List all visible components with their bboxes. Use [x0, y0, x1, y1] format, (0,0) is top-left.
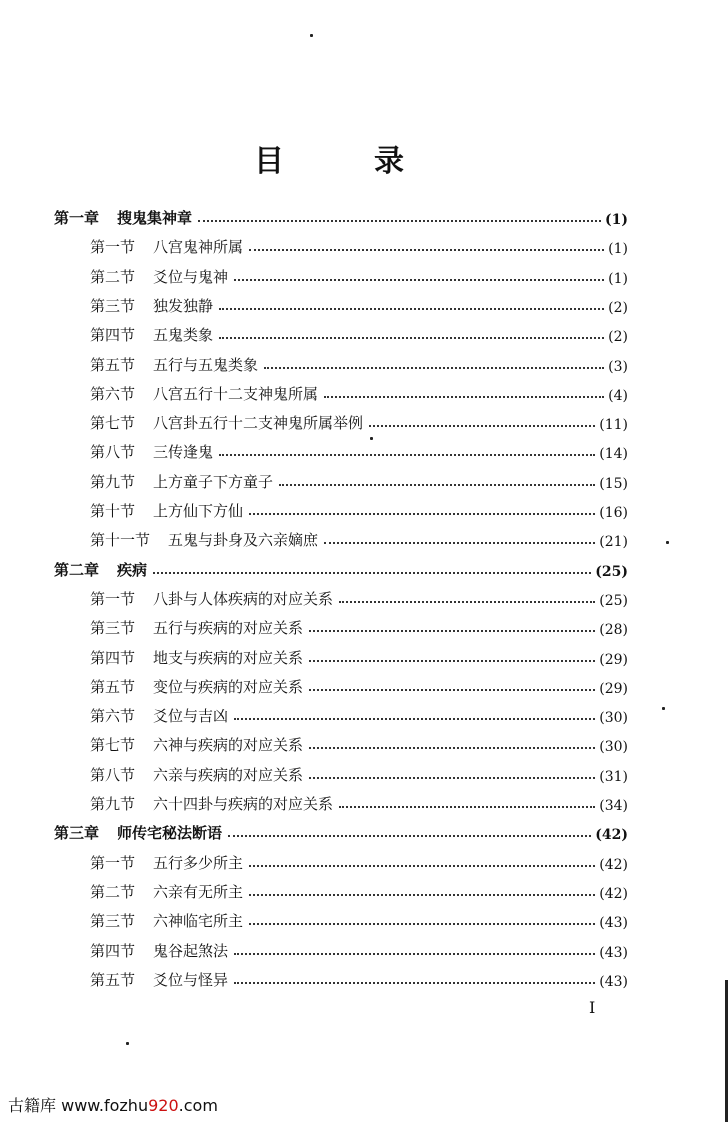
toc-entry-number: 第六节: [90, 384, 136, 403]
dot-leader: [339, 806, 595, 808]
toc-entry-title: 独发独静: [153, 296, 214, 315]
toc-section-entry: [90, 382, 628, 404]
dot-leader: [309, 777, 595, 779]
toc-entry-title: 师传宅秘法断语: [117, 824, 223, 843]
toc-entry-number: 第二节: [90, 882, 136, 901]
toc-section-entry: [90, 294, 628, 316]
toc-entry-number: 第四节: [90, 941, 136, 960]
dot-leader: [219, 308, 604, 310]
toc-entry-page: (11): [599, 417, 628, 434]
toc-entry-number: 第三节: [90, 912, 136, 931]
toc-section-entry: [90, 763, 628, 785]
dot-leader: [153, 572, 591, 574]
toc-entry-title: 疾病: [117, 560, 148, 579]
toc-section-entry: [90, 470, 628, 492]
toc-entry-page: (29): [599, 651, 628, 668]
toc-section-entry: [90, 851, 628, 873]
toc-entry-page: (2): [608, 299, 628, 316]
toc-entry-title: 八卦与人体疾病的对应关系: [153, 589, 334, 608]
toc-section-entry: [90, 499, 628, 521]
toc-entry-title: 八宫五行十二支神鬼所属: [153, 384, 319, 403]
page-number: I: [589, 998, 596, 1017]
dot-leader: [249, 923, 595, 925]
toc-entry-title: 地支与疾病的对应关系: [153, 648, 304, 667]
toc-section-entry: [90, 968, 628, 990]
toc-entry-number: 第五节: [90, 970, 136, 989]
toc-entry-number: 第九节: [90, 472, 136, 491]
toc-section-entry: [90, 235, 628, 257]
toc-entry-number: 第四节: [90, 326, 136, 345]
toc-section-entry: [90, 646, 628, 668]
toc-entry-page: (14): [599, 446, 628, 463]
dot-leader: [279, 484, 595, 486]
toc-entry-page: (1): [608, 270, 628, 287]
toc-entry-title: 搜鬼集神章: [117, 209, 193, 227]
toc-section-entry: [90, 528, 628, 550]
toc-entry-page: (1): [605, 212, 628, 228]
toc-entry-number: 第四节: [90, 648, 136, 667]
dot-leader: [234, 718, 595, 720]
toc-entry-title: 五行与五鬼类象: [153, 355, 259, 374]
toc-entry-title: 上方仙下方仙: [153, 502, 244, 520]
toc-entry-title: 五行与疾病的对应关系: [153, 619, 304, 638]
toc-entry-page: (42): [599, 885, 628, 902]
toc-entry-page: (21): [599, 534, 628, 551]
dot-leader: [234, 982, 595, 984]
toc-section-entry: [90, 704, 628, 726]
toc-entry-title: 上方童子下方童子: [153, 472, 274, 491]
toc-section-entry: [90, 411, 628, 433]
toc-entry-number: 第一节: [90, 589, 136, 608]
toc-entry-number: 第三节: [90, 296, 136, 315]
footer-label: 古籍库: [8, 1096, 57, 1115]
dot-leader: [249, 865, 595, 867]
toc-entry-page: (34): [599, 798, 628, 814]
toc-entry-page: (43): [599, 915, 628, 932]
scan-speck: [666, 541, 669, 544]
toc-entry-number: 第六节: [90, 707, 136, 726]
toc-section-entry: [90, 587, 628, 609]
toc-entry-page: (31): [599, 768, 628, 785]
toc-entry-title: 三传逢鬼: [153, 443, 214, 462]
dot-leader: [324, 396, 604, 398]
toc-entry-number: 第一节: [90, 238, 136, 257]
toc-section-entry: [90, 939, 628, 961]
toc-entry-title: 五鬼类象: [153, 326, 214, 345]
toc-entry-number: 第一节: [90, 853, 136, 872]
dot-leader: [249, 249, 604, 251]
toc-entry-page: (15): [599, 475, 628, 492]
toc-section-entry: [90, 675, 628, 697]
toc-entry-title: 八宫鬼神所属: [153, 238, 244, 257]
dot-leader: [228, 835, 591, 837]
toc-entry-number: 第八节: [90, 443, 136, 462]
scan-speck: [662, 707, 665, 710]
toc-entry-page: (30): [599, 739, 628, 756]
toc-entry-number: 第七节: [90, 736, 136, 755]
toc-section-entry: [90, 353, 628, 375]
toc-entry-title: 六亲有无所主: [153, 882, 244, 901]
toc-entry-title: 五行多少所主: [153, 853, 244, 872]
page-title: 目 录: [254, 144, 434, 179]
toc-entry-number: 第二节: [90, 267, 136, 286]
toc-chapter-entry: [54, 821, 628, 843]
toc-chapter-entry: [54, 558, 628, 580]
footer-site-digits: 920: [148, 1096, 179, 1115]
toc-entry-number: 第五节: [90, 355, 136, 374]
dot-leader: [309, 660, 595, 662]
toc-entry-page: (42): [599, 856, 628, 873]
toc-entry-page: (25): [599, 592, 628, 609]
dot-leader: [249, 894, 595, 896]
toc-section-entry: [90, 265, 628, 287]
scan-speck: [370, 437, 373, 440]
toc-entry-page: (2): [608, 329, 628, 346]
toc-section-entry: [90, 440, 628, 462]
toc-section-entry: [90, 323, 628, 345]
toc-entry-page: (29): [599, 680, 628, 697]
toc-entry-page: (4): [608, 387, 628, 404]
toc-entry-number: 第七节: [90, 414, 136, 433]
toc-entry-title: 爻位与鬼神: [153, 267, 229, 286]
toc-entry-number: 第一章: [54, 209, 100, 227]
dot-leader: [339, 601, 595, 603]
dot-leader: [219, 454, 595, 456]
toc-entry-number: 第十节: [90, 502, 136, 520]
dot-leader: [249, 513, 595, 515]
footer-site-prefix: www.fozhu: [61, 1096, 149, 1115]
dot-leader: [264, 367, 604, 369]
toc-entry-page: (42): [595, 827, 628, 844]
toc-entry-title: 变位与疾病的对应关系: [153, 677, 304, 696]
toc-entry-number: 第三节: [90, 619, 136, 638]
toc-entry-title: 八宫卦五行十二支神鬼所属举例: [153, 414, 364, 433]
toc-section-entry: [90, 733, 628, 755]
toc-entry-number: 第九节: [90, 795, 136, 813]
dot-leader: [369, 425, 595, 427]
toc-section-entry: [90, 616, 628, 638]
dot-leader: [324, 542, 595, 544]
toc-entry-title: 鬼谷起煞法: [153, 941, 229, 960]
scan-speck: [126, 1042, 129, 1045]
toc-entry-page: (30): [599, 710, 628, 727]
toc-entry-title: 爻位与吉凶: [153, 707, 229, 726]
toc-chapter-entry: [54, 206, 628, 228]
toc-entry-page: (28): [599, 622, 628, 639]
toc-entry-title: 六神与疾病的对应关系: [153, 736, 304, 755]
toc-section-entry: [90, 909, 628, 931]
dot-leader: [309, 747, 595, 749]
toc-entry-page: (43): [599, 944, 628, 961]
toc-entry-number: 第三章: [54, 824, 100, 843]
dot-leader: [309, 689, 595, 691]
toc-entry-title: 爻位与怪异: [153, 970, 229, 989]
dot-leader: [234, 279, 604, 281]
toc-entry-title: 六十四卦与疾病的对应关系: [153, 795, 334, 813]
dot-leader: [219, 337, 604, 339]
toc-entry-page: (16): [599, 505, 628, 521]
toc-entry-page: (25): [595, 563, 628, 580]
toc-entry-page: (1): [608, 241, 628, 258]
toc-entry-title: 六神临宅所主: [153, 912, 244, 931]
dot-leader: [234, 953, 595, 955]
toc-entry-page: (43): [599, 973, 628, 990]
dot-leader: [309, 630, 595, 632]
toc-entry-title: 五鬼与卦身及六亲嫡庶: [168, 531, 319, 550]
watermark-footer: [8, 1093, 218, 1116]
toc-entry-page: (3): [608, 358, 628, 375]
dot-leader: [198, 220, 601, 222]
toc-entry-number: 第五节: [90, 677, 136, 696]
footer-site-suffix: .com: [178, 1096, 218, 1115]
toc-entry-title: 六亲与疾病的对应关系: [153, 765, 304, 784]
toc-entry-number: 第二章: [54, 560, 100, 579]
toc-section-entry: [90, 880, 628, 902]
toc-section-entry: [90, 792, 628, 814]
scan-speck: [310, 34, 313, 37]
toc-entry-number: 第八节: [90, 765, 136, 784]
toc-entry-number: 第十一节: [90, 531, 151, 550]
